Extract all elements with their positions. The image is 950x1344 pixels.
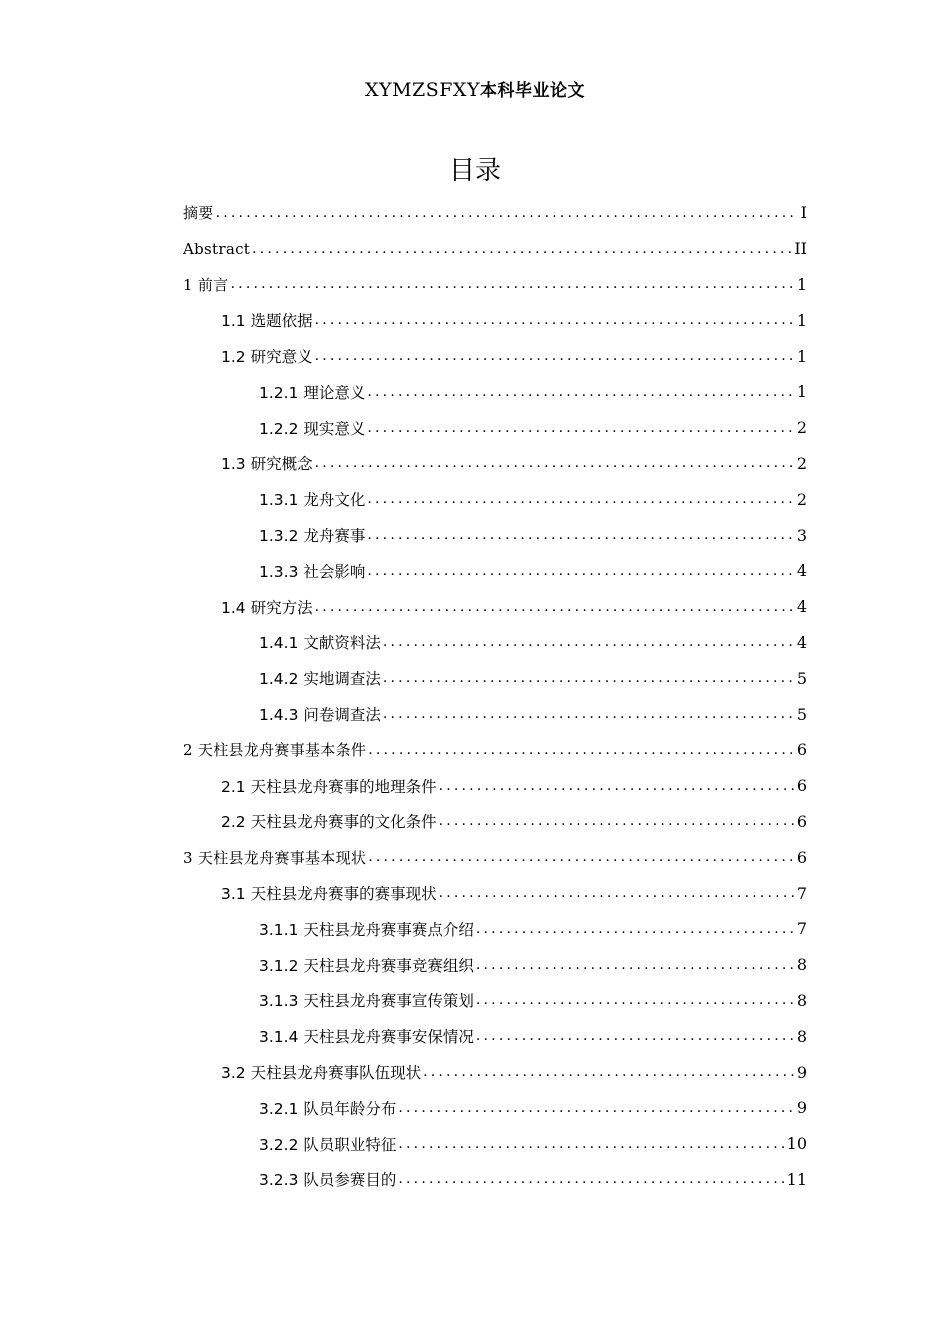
toc-entry-page: 8	[796, 1026, 807, 1046]
toc-entry[interactable]	[183, 911, 807, 947]
toc-leader-dots	[476, 957, 794, 973]
header-suffix: 本科毕业论文	[480, 81, 585, 101]
toc-leader-dots	[315, 599, 794, 615]
toc-entry[interactable]	[183, 875, 807, 911]
toc-entry[interactable]	[183, 660, 807, 696]
toc-entry-title: 1 前言	[183, 275, 229, 294]
toc-entry-page: 10	[786, 1134, 807, 1154]
toc-leader-dots	[368, 849, 794, 865]
toc-entry-title: 2.1 天柱县龙舟赛事的地理条件	[221, 777, 437, 796]
toc-entry[interactable]	[183, 302, 807, 338]
toc-entry[interactable]	[183, 446, 807, 482]
toc-entry-title: Abstract	[183, 239, 251, 258]
toc-entry-title: 1.1 选题依据	[221, 312, 313, 331]
toc-entry-title: 3.2 天柱县龙舟赛事队伍现状	[221, 1064, 422, 1083]
toc-leader-dots	[423, 1064, 794, 1080]
toc-leader-dots	[383, 634, 794, 650]
toc-entry[interactable]	[183, 1054, 807, 1090]
toc-leader-dots	[383, 706, 794, 722]
page-header	[0, 76, 950, 101]
toc-leader-dots	[367, 491, 793, 507]
toc-entry-page: 2	[796, 453, 807, 473]
toc-leader-dots	[315, 455, 794, 471]
toc-entry-title: 3.2.3 队员参赛目的	[259, 1171, 397, 1190]
toc-entry-title: 3.1.3 天柱县龙舟赛事宣传策划	[259, 992, 474, 1011]
toc-entry[interactable]	[183, 1162, 807, 1198]
toc-entry-title: 1.3.3 社会影响	[259, 562, 366, 581]
toc-entry-title: 1.3 研究概念	[221, 455, 313, 474]
toc-leader-dots	[398, 1136, 783, 1152]
toc-entry-page: 1	[796, 274, 807, 294]
toc-leader-dots	[315, 348, 794, 364]
toc-entry-title: 1.4 研究方法	[221, 598, 313, 617]
toc-entry[interactable]	[183, 589, 807, 625]
toc-entry-page: 4	[796, 561, 807, 581]
toc-entry[interactable]	[183, 696, 807, 732]
toc-entry-title: 2.2 天柱县龙舟赛事的文化条件	[221, 813, 437, 832]
toc-entry-page: 2	[796, 418, 807, 438]
toc-leader-dots	[439, 778, 794, 794]
toc-entry-page: 3	[796, 525, 807, 545]
toc-entry-title: 1.4.2 实地调查法	[259, 670, 381, 689]
toc-entry-title: 2 天柱县龙舟赛事基本条件	[183, 741, 367, 760]
toc-leader-dots	[398, 1171, 783, 1187]
toc-leader-dots	[367, 384, 793, 400]
toc-entry-page: 1	[796, 346, 807, 366]
toc-entry[interactable]	[183, 732, 807, 768]
toc-entry-page: 5	[796, 668, 807, 688]
toc-leader-dots	[367, 563, 793, 579]
toc-entry[interactable]	[183, 1018, 807, 1054]
toc-entry[interactable]	[183, 983, 807, 1019]
toc-entry-page: 6	[796, 776, 807, 796]
toc-entry[interactable]	[183, 839, 807, 875]
toc-leader-dots	[368, 742, 794, 758]
toc-title: 目录	[448, 156, 501, 186]
toc-entry-title: 1.2 研究意义	[221, 348, 313, 367]
toc-entry-page: 6	[796, 740, 807, 760]
toc-entry-title: 1.3.2 龙舟赛事	[259, 527, 366, 546]
toc-entry[interactable]	[183, 768, 807, 804]
toc-entry-page: 9	[796, 1062, 807, 1082]
toc-entry[interactable]	[183, 947, 807, 983]
table-of-contents	[183, 195, 807, 1197]
toc-entry-title: 3.2.2 队员职业特征	[259, 1135, 397, 1154]
toc-entry-page: 5	[796, 704, 807, 724]
toc-leader-dots	[398, 1100, 793, 1116]
toc-leader-dots	[439, 813, 794, 829]
toc-leader-dots	[476, 992, 794, 1008]
toc-entry-page: 8	[796, 990, 807, 1010]
toc-leader-dots	[252, 241, 791, 257]
toc-entry-title: 3 天柱县龙舟赛事基本现状	[183, 848, 367, 867]
toc-entry-title: 3.2.1 队员年龄分布	[259, 1099, 397, 1118]
toc-entry-page: 4	[796, 632, 807, 652]
toc-entry-page: II	[794, 239, 807, 259]
toc-entry[interactable]	[183, 374, 807, 410]
toc-entry-title: 3.1.2 天柱县龙舟赛事竞赛组织	[259, 956, 474, 975]
toc-entry-page: 6	[796, 847, 807, 867]
toc-entry-page: 4	[796, 597, 807, 617]
toc-entry-page: 1	[796, 310, 807, 330]
toc-leader-dots	[367, 527, 793, 543]
toc-entry-page: 7	[796, 919, 807, 939]
toc-leader-dots	[383, 670, 794, 686]
header-prefix: XYMZSFXY	[365, 79, 480, 101]
toc-entry-title: 1.4.1 文献资料法	[259, 634, 381, 653]
toc-entry[interactable]	[183, 231, 807, 267]
toc-entry[interactable]	[183, 517, 807, 553]
toc-entry[interactable]	[183, 410, 807, 446]
toc-entry-page: 11	[786, 1169, 807, 1189]
toc-entry-title: 1.4.3 问卷调查法	[259, 706, 381, 725]
toc-entry[interactable]	[183, 481, 807, 517]
toc-leader-dots	[231, 276, 794, 292]
toc-entry-title: 3.1 天柱县龙舟赛事的赛事现状	[221, 885, 437, 904]
toc-leader-dots	[439, 885, 794, 901]
toc-entry-page: 9	[796, 1098, 807, 1118]
toc-entry-page: 7	[796, 883, 807, 903]
toc-entry[interactable]	[183, 804, 807, 840]
toc-entry-title: 摘要	[183, 204, 214, 223]
toc-entry[interactable]	[183, 625, 807, 661]
toc-entry[interactable]	[183, 195, 807, 231]
toc-entry-title: 3.1.1 天柱县龙舟赛事赛点介绍	[259, 920, 474, 939]
toc-leader-dots	[476, 1028, 794, 1044]
toc-leader-dots	[216, 205, 798, 221]
toc-entry-title: 1.2.1 理论意义	[259, 383, 366, 402]
toc-entry-title: 3.1.4 天柱县龙舟赛事安保情况	[259, 1028, 474, 1047]
toc-entry-page: 2	[796, 489, 807, 509]
toc-leader-dots	[476, 921, 794, 937]
toc-entry[interactable]	[183, 267, 807, 303]
toc-entry-page: 1	[796, 382, 807, 402]
toc-entry-page: I	[800, 203, 807, 223]
toc-leader-dots	[315, 312, 794, 328]
toc-entry[interactable]	[183, 1090, 807, 1126]
toc-entry-page: 8	[796, 955, 807, 975]
toc-entry-title: 1.2.2 现实意义	[259, 419, 366, 438]
toc-entry[interactable]	[183, 338, 807, 374]
toc-leader-dots	[367, 420, 793, 436]
toc-entry[interactable]	[183, 1126, 807, 1162]
toc-entry-title: 1.3.1 龙舟文化	[259, 491, 366, 510]
toc-entry[interactable]	[183, 553, 807, 589]
toc-entry-page: 6	[796, 811, 807, 831]
